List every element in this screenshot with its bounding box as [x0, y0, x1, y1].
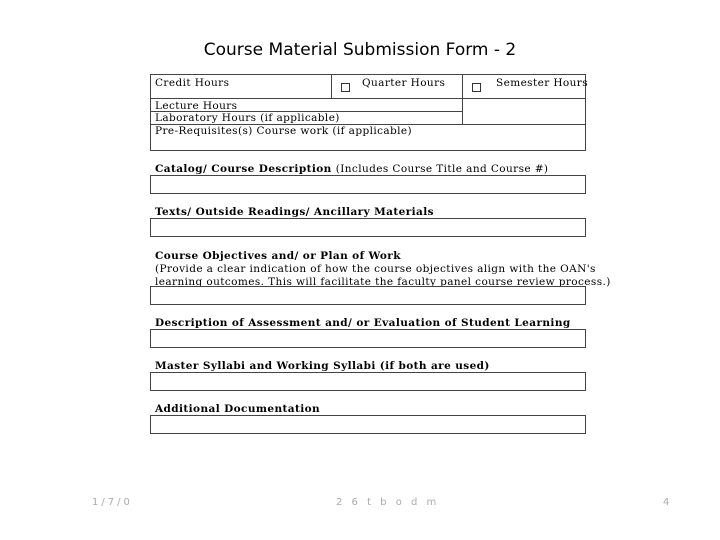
objectives-answer-field[interactable]	[150, 286, 586, 305]
quarter-hours-label: Quarter Hours	[362, 77, 446, 89]
assessment-answer-field[interactable]	[150, 329, 586, 348]
page-title: Course Material Submission Form - 2	[203, 40, 517, 60]
syllabi-heading	[155, 360, 490, 372]
texts-answer-field[interactable]	[150, 218, 586, 237]
assessment-label: Description of Assessment and/ or Evaluation of Student Learning	[155, 317, 571, 329]
objectives-label: Course Objectives and/ or Plan of Work	[155, 250, 401, 262]
additional-heading	[155, 403, 320, 415]
semester-hours-cell	[462, 74, 589, 99]
footer-left: 1/7/0	[92, 497, 133, 508]
additional-label: Additional Documentation	[155, 403, 321, 415]
additional-answer-field[interactable]	[150, 415, 586, 434]
semester-hours-label: Semester Hours	[496, 77, 589, 89]
quarter-hours-cell	[331, 74, 463, 99]
laboratory-hours-label: Laboratory Hours (if applicable)	[155, 112, 340, 124]
prerequisites-cell[interactable]	[150, 124, 586, 151]
footer-center: 2 6 t b o d m	[336, 497, 440, 508]
catalog-note: (Includes Course Title and Course #)	[335, 163, 549, 175]
texts-heading	[155, 206, 434, 218]
lecture-lab-divider	[150, 111, 463, 112]
assessment-heading	[155, 317, 571, 329]
credit-hours-label: Credit Hours	[155, 77, 230, 89]
catalog-heading	[155, 163, 548, 175]
syllabi-answer-field[interactable]	[150, 372, 586, 391]
objectives-heading	[155, 250, 401, 262]
catalog-label: Catalog/ Course Description	[155, 163, 332, 175]
catalog-answer-field[interactable]	[150, 175, 586, 194]
lecture-hours-label: Lecture Hours	[155, 100, 238, 112]
quarter-hours-checkbox[interactable]	[341, 83, 350, 92]
prerequisites-label: Pre-Requisites(s) Course work (if applicable)	[155, 125, 413, 137]
credit-hours-cell	[150, 74, 332, 99]
lecture-lab-answer[interactable]	[462, 98, 586, 125]
footer-page-number: 4	[663, 497, 673, 508]
objectives-line-3: learning outcomes. This will facilitate the faculty panel course review process.)	[155, 276, 611, 288]
objectives-line-2: (Provide a clear indication of how the course objectives align with the OAN's	[155, 263, 596, 275]
syllabi-label: Master Syllabi and Working Syllabi (if both are used)	[155, 360, 490, 372]
semester-hours-checkbox[interactable]	[472, 83, 481, 92]
texts-label: Texts/ Outside Readings/ Ancillary Materials	[155, 206, 434, 218]
